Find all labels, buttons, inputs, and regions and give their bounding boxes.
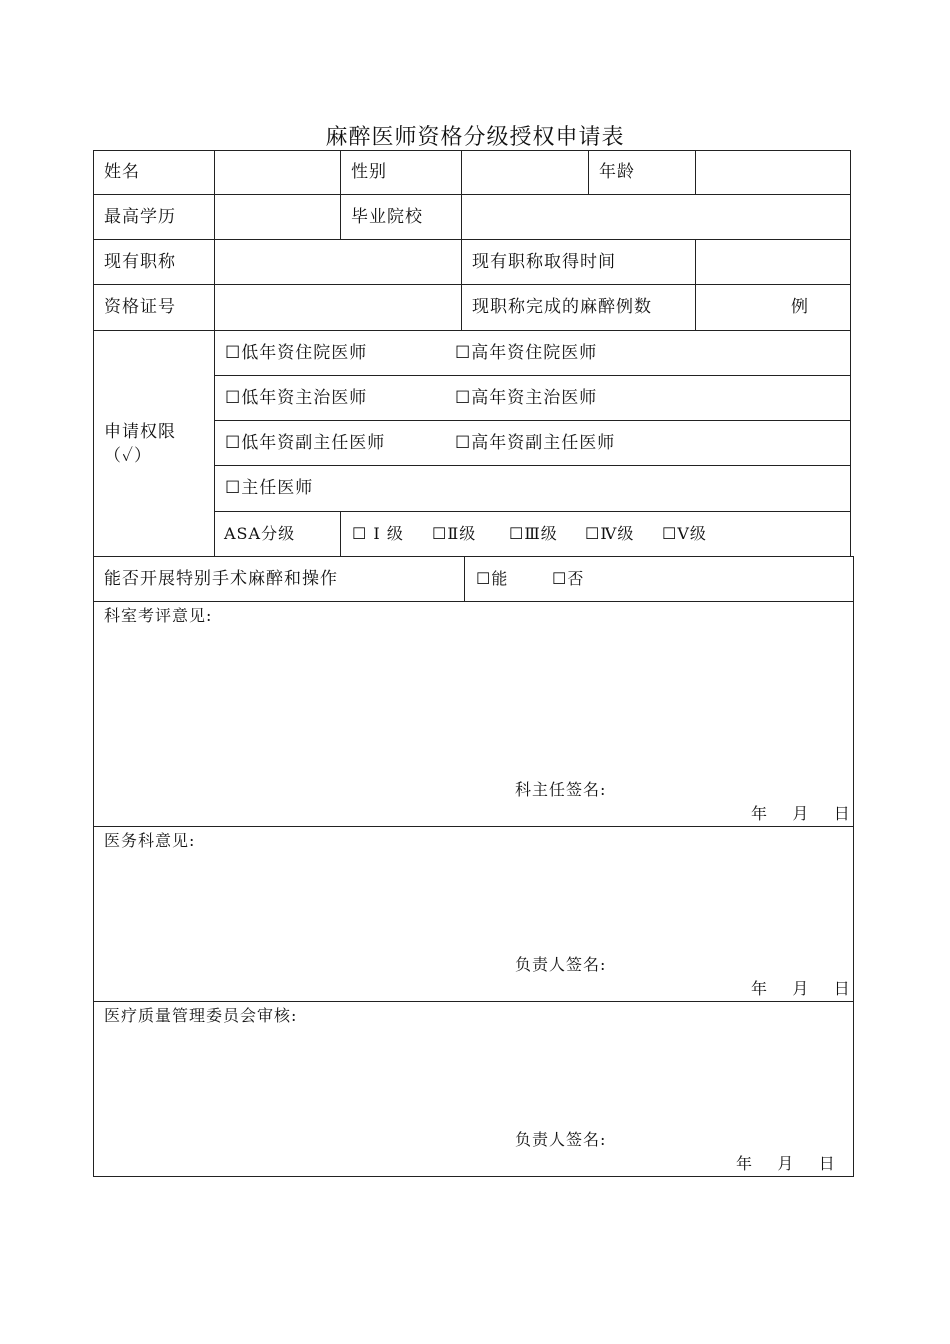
col-line bbox=[588, 150, 589, 194]
table-border-right-upper bbox=[850, 150, 851, 556]
special-ops-no[interactable]: ☐否 bbox=[552, 569, 585, 588]
title-time-label: 现有职称取得时间 bbox=[472, 252, 616, 272]
dept-opinion-label: 科室考评意见: bbox=[104, 606, 213, 625]
page-title: 麻醉医师资格分级授权申请表 bbox=[325, 125, 625, 150]
option-junior-resident[interactable]: ☐低年资住院医师 bbox=[225, 343, 368, 363]
education-field[interactable] bbox=[215, 195, 340, 239]
asa-level-4[interactable]: ☐Ⅳ级 bbox=[585, 524, 635, 543]
quality-signature-label: 负责人签名: bbox=[515, 1130, 607, 1149]
cert-no-label: 资格证号 bbox=[104, 297, 176, 317]
row-line bbox=[214, 511, 851, 512]
table-border-bottom bbox=[93, 1176, 854, 1177]
gender-field[interactable] bbox=[462, 151, 588, 194]
cases-label: 现职称完成的麻醉例数 bbox=[472, 297, 652, 317]
option-senior-resident[interactable]: ☐高年资住院医师 bbox=[455, 343, 598, 363]
option-junior-associate-chief[interactable]: ☐低年资副主任医师 bbox=[225, 433, 386, 453]
option-junior-attending[interactable]: ☐低年资主治医师 bbox=[225, 388, 368, 408]
asa-level-2[interactable]: ☐Ⅱ级 bbox=[432, 524, 477, 543]
title-time-field[interactable] bbox=[696, 240, 850, 284]
name-label: 姓名 bbox=[104, 162, 140, 182]
medical-affairs-field[interactable] bbox=[100, 855, 840, 950]
dept-date: 年 月 日 bbox=[751, 804, 851, 823]
cases-unit: 例 bbox=[791, 297, 809, 317]
row-line bbox=[93, 601, 854, 602]
row-line bbox=[93, 330, 851, 331]
asa-label: ASA分级 bbox=[224, 524, 296, 543]
row-line bbox=[214, 420, 851, 421]
option-senior-associate-chief[interactable]: ☐高年资副主任医师 bbox=[455, 433, 616, 453]
row-line bbox=[214, 375, 851, 376]
school-field[interactable] bbox=[462, 195, 850, 239]
age-label: 年龄 bbox=[599, 162, 635, 182]
education-label: 最高学历 bbox=[104, 207, 176, 227]
apply-label: 申请权限 bbox=[104, 422, 176, 442]
cases-field[interactable] bbox=[696, 285, 786, 330]
school-label: 毕业院校 bbox=[351, 207, 423, 227]
gender-label: 性别 bbox=[351, 162, 387, 182]
special-ops-yes[interactable]: ☐能 bbox=[476, 569, 509, 588]
quality-date: 年 月 日 bbox=[736, 1154, 836, 1173]
row-line bbox=[93, 826, 854, 827]
cert-no-field[interactable] bbox=[215, 285, 461, 330]
dept-opinion-field[interactable] bbox=[100, 630, 840, 770]
age-field[interactable] bbox=[696, 151, 850, 194]
quality-committee-label: 医疗质量管理委员会审核: bbox=[104, 1006, 298, 1025]
medical-date: 年 月 日 bbox=[751, 979, 851, 998]
dept-head-signature-label: 科主任签名: bbox=[515, 780, 607, 799]
row-line bbox=[214, 465, 851, 466]
table-border-right-lower bbox=[853, 556, 854, 1177]
option-senior-attending[interactable]: ☐高年资主治医师 bbox=[455, 388, 598, 408]
current-title-field[interactable] bbox=[215, 240, 461, 284]
row-line bbox=[93, 556, 854, 557]
quality-committee-field[interactable] bbox=[100, 1030, 840, 1125]
col-line bbox=[464, 556, 465, 601]
col-line bbox=[340, 511, 341, 556]
special-ops-label: 能否开展特别手术麻醉和操作 bbox=[104, 569, 338, 589]
medical-affairs-label: 医务科意见: bbox=[104, 831, 196, 850]
name-field[interactable] bbox=[215, 151, 340, 194]
asa-level-1[interactable]: ☐ Ⅰ 级 bbox=[352, 524, 404, 543]
table-border-left bbox=[93, 150, 94, 1177]
row-line bbox=[93, 1001, 854, 1002]
current-title-label: 现有职称 bbox=[104, 252, 176, 272]
asa-level-3[interactable]: ☐Ⅲ级 bbox=[509, 524, 558, 543]
col-line bbox=[340, 150, 341, 239]
asa-level-5[interactable]: ☐Ⅴ级 bbox=[662, 524, 707, 543]
option-chief[interactable]: ☐主任医师 bbox=[225, 478, 314, 498]
medical-signature-label: 负责人签名: bbox=[515, 955, 607, 974]
apply-check-hint: （✓） bbox=[104, 446, 152, 466]
